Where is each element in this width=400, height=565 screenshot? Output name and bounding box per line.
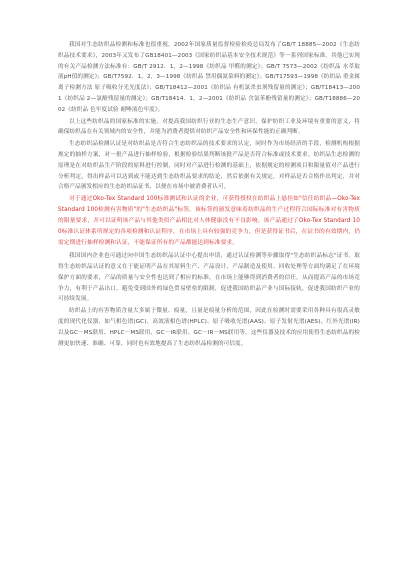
paragraph-certification-principle: 生态纺织品检测认证是对纺织品是否符合生态纺织品的技术要求的认定，同时作为市场经济的手段，检测机构根据规定的抽样方案，对一批产品进行抽样检验，根据检验结果判断该批产品是否符合标准或技术要求。纺织品生态检测的原理是在对纺织品生产阶段的原料进行控制，同时对产品进行检测的基础上，依据规定的检测项目和限量值对产品进行分析判定，得出样品可以达到或不能达到生态纺织品要求的结论，然后依据有关规定，对样品是否合格作出判定，并对合格产品颁发相应的生态纺织品证书，以便在市场中被消费者认可。	[58, 141, 360, 191]
paragraph-detection-instruments: 纺织品上的有害物质含量大多属于微量、痕量，且量是痕量分析的范围，因此在检测时需要采用各种具有很高灵敏度的现代化仪器，如气相色谱(GC)、高效液相色谱(HPLC)、原子吸收光谱(AAS)、原子发射光谱(AES)、红外光谱(IR)以及GC－MS联用、HPLC－MS联用、GC－IR联用、GC－IR－MS联用等。这些仪器及技术的应用使得生态纺织品的检测更加快速、准确、可靠，同时也有效地提高了生态纺织品检测的可信度。	[58, 308, 360, 347]
paragraph-standards-intro: 我国对生态纺织品检测和标准也很重视，2002年国家质量监督检验检疫总局发布了GB/T 18885—2002《生态纺织品技术要求》，2003年又发布了GB18401—2003《国家纺织品基本安全技术规范》等一系列国家标准。其他已实现的有关产品检测方法标准有：GB/T 2912．1，2—1998《纺织品 甲醛的测定》；GB/T 7573—2002《纺织品 水萃取液pH值的测定》；GB/T7592．1，2，3—1998《纺织品 禁用偶氮染料的测定》；GB/T17593—1998《纺织品 重金属离子检测方法 原子吸收分光光度法》；GB/T18412—2001《纺织品 有机氯杀虫剂残留量的测定》；GB/T18413—2001《纺织品 2—氯酚残留量的测定》；GB/T18414．1，2—2001《纺织品 含氯苯酚残留量的测定》；GB/T18886—2002《纺织品 色牢度试验 耐唾液色牢度》。	[58, 42, 360, 113]
paragraph-oeko-tex-label: 对于通过Oko-Tex Standard 100标准测试和认证的企业，可获得授权在纺织品上悬挂如"信任纺织品—Oko-Tex Standard 100检测有害物质"的"生态纺织品"标签。该标签的颁发意味着纺织品的生产过程符合国际标准对有害物质的限量要求，并可以证明该产品与其他类似产品相比对人体健康没有不良影响。该产品通过了Oko-Tex Standard 100标准认证体系所规定的各项检测和认证程序，在市场上具有较强的竞争力，但是获得证书后，在证书的有效期内，仍需定期进行抽样检测和认证，不能保证所有的产品都能达到标准要求。	[58, 196, 360, 247]
paragraph-standards-significance: 以上这些纺织品的国家标准的实施，对提高我国纺织行业的生态生产意识，保护纺织工业及环境有重要的意义，将确保纺织品在有关领域内的安全性，并能为消费者提供对纺织产品安全性和环保性能的正确判断。	[58, 118, 360, 136]
paragraph-domestic-certification: 我国国内企业也可通过向中国生态纺织品认证中心提出申请，通过认证检测等步骤取得"生态纺织品标志"证书。取得生态纺织品认证的意义在于能证明产品在其原料生产、产品设计、产品制造及使用、回收处理等方面均满足了在环境保护方面的要求，产品的质量与安全性也达到了相应的标准，在市场上能够得到消费者的信任，从而提高产品的市场竞争力，有利于产品出口，避免受到国外的绿色贸易壁垒的限制，促进我国纺织品产业与国际接轨，促进我国纺织产业的可持续发展。	[58, 253, 360, 303]
